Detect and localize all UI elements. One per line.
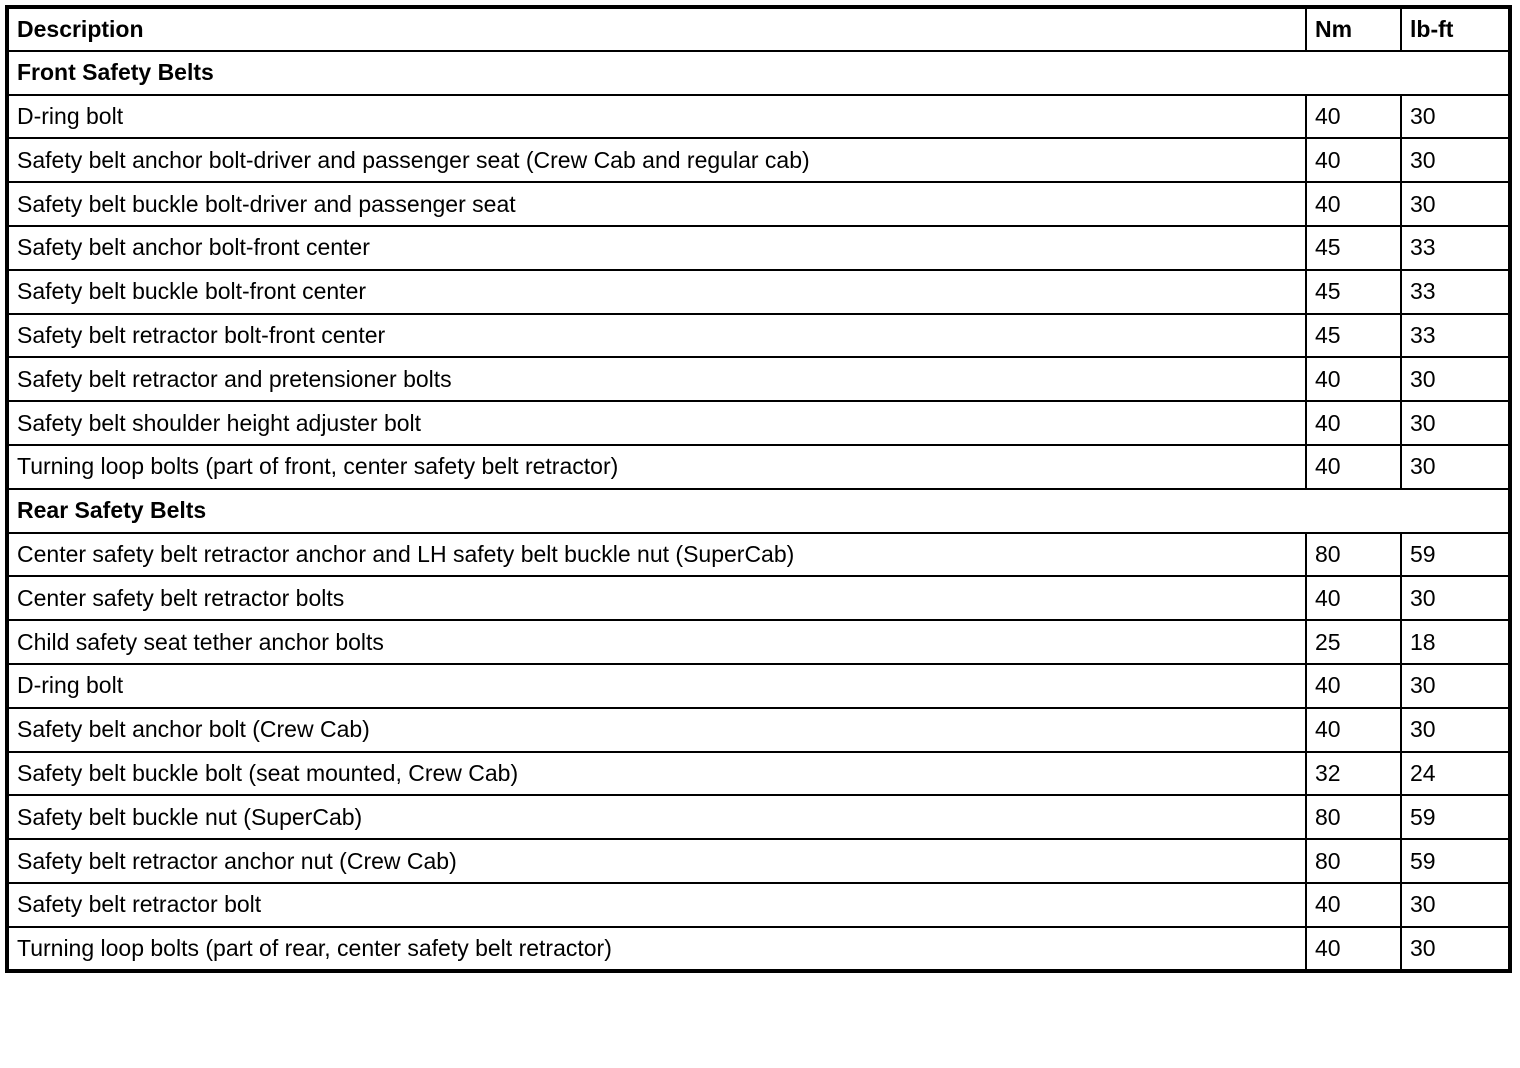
section-title: Front Safety Belts — [7, 51, 1510, 95]
row-nm: 80 — [1306, 795, 1401, 839]
table-row — [7, 95, 1510, 139]
row-lbft: 30 — [1401, 664, 1510, 708]
section-title: Rear Safety Belts — [7, 489, 1510, 533]
row-nm: 40 — [1306, 445, 1401, 489]
table-row — [7, 708, 1510, 752]
row-description: Safety belt retractor anchor nut (Crew Cab) — [7, 839, 1306, 883]
row-description: Safety belt shoulder height adjuster bolt — [7, 401, 1306, 445]
row-lbft: 33 — [1401, 270, 1510, 314]
row-nm: 40 — [1306, 664, 1401, 708]
table-row — [7, 270, 1510, 314]
row-nm: 40 — [1306, 576, 1401, 620]
row-lbft: 30 — [1401, 138, 1510, 182]
table-row — [7, 664, 1510, 708]
row-lbft: 30 — [1401, 708, 1510, 752]
row-lbft: 33 — [1401, 226, 1510, 270]
row-lbft: 30 — [1401, 576, 1510, 620]
row-description: Turning loop bolts (part of rear, center safety belt retractor) — [7, 927, 1306, 971]
row-lbft: 24 — [1401, 752, 1510, 796]
row-description: Safety belt anchor bolt-driver and passenger seat (Crew Cab and regular cab) — [7, 138, 1306, 182]
row-nm: 45 — [1306, 270, 1401, 314]
table-row — [7, 226, 1510, 270]
column-header-nm: Nm — [1306, 7, 1401, 51]
row-nm: 25 — [1306, 620, 1401, 664]
column-header-lbft: lb-ft — [1401, 7, 1510, 51]
row-nm: 40 — [1306, 138, 1401, 182]
row-lbft: 18 — [1401, 620, 1510, 664]
row-nm: 45 — [1306, 314, 1401, 358]
row-nm: 40 — [1306, 927, 1401, 971]
table-row — [7, 795, 1510, 839]
torque-specification-table — [5, 5, 1512, 973]
row-lbft: 30 — [1401, 95, 1510, 139]
row-lbft: 59 — [1401, 795, 1510, 839]
row-nm: 32 — [1306, 752, 1401, 796]
row-nm: 40 — [1306, 357, 1401, 401]
row-description: Safety belt retractor and pretensioner bolts — [7, 357, 1306, 401]
row-description: Child safety seat tether anchor bolts — [7, 620, 1306, 664]
row-lbft: 30 — [1401, 182, 1510, 226]
row-lbft: 59 — [1401, 533, 1510, 577]
table-row — [7, 883, 1510, 927]
row-lbft: 30 — [1401, 445, 1510, 489]
table-row — [7, 445, 1510, 489]
table-row — [7, 138, 1510, 182]
row-lbft: 30 — [1401, 927, 1510, 971]
row-description: Safety belt buckle nut (SuperCab) — [7, 795, 1306, 839]
row-lbft: 33 — [1401, 314, 1510, 358]
row-description: Safety belt retractor bolt — [7, 883, 1306, 927]
table-row — [7, 401, 1510, 445]
row-lbft: 30 — [1401, 357, 1510, 401]
table-row — [7, 620, 1510, 664]
row-lbft: 59 — [1401, 839, 1510, 883]
table-row — [7, 839, 1510, 883]
row-description: Safety belt buckle bolt-driver and passenger seat — [7, 182, 1306, 226]
row-lbft: 30 — [1401, 401, 1510, 445]
table-row — [7, 182, 1510, 226]
row-nm: 40 — [1306, 708, 1401, 752]
row-description: D-ring bolt — [7, 664, 1306, 708]
table-row — [7, 752, 1510, 796]
row-description: Turning loop bolts (part of front, center safety belt retractor) — [7, 445, 1306, 489]
row-description: Safety belt retractor bolt-front center — [7, 314, 1306, 358]
section-row-rear-safety-belts — [7, 489, 1510, 533]
row-nm: 45 — [1306, 226, 1401, 270]
table-row — [7, 314, 1510, 358]
row-nm: 40 — [1306, 401, 1401, 445]
row-description: D-ring bolt — [7, 95, 1306, 139]
row-nm: 40 — [1306, 182, 1401, 226]
section-row-front-safety-belts — [7, 51, 1510, 95]
row-nm: 40 — [1306, 95, 1401, 139]
row-description: Safety belt anchor bolt-front center — [7, 226, 1306, 270]
row-description: Safety belt buckle bolt (seat mounted, Crew Cab) — [7, 752, 1306, 796]
row-nm: 40 — [1306, 883, 1401, 927]
table-row — [7, 927, 1510, 971]
column-header-description: Description — [7, 7, 1306, 51]
table-row — [7, 533, 1510, 577]
table-header-row — [7, 7, 1510, 51]
row-description: Center safety belt retractor anchor and LH safety belt buckle nut (SuperCab) — [7, 533, 1306, 577]
row-description: Safety belt anchor bolt (Crew Cab) — [7, 708, 1306, 752]
row-lbft: 30 — [1401, 883, 1510, 927]
table-row — [7, 357, 1510, 401]
table-row — [7, 576, 1510, 620]
row-nm: 80 — [1306, 839, 1401, 883]
row-description: Center safety belt retractor bolts — [7, 576, 1306, 620]
row-nm: 80 — [1306, 533, 1401, 577]
row-description: Safety belt buckle bolt-front center — [7, 270, 1306, 314]
